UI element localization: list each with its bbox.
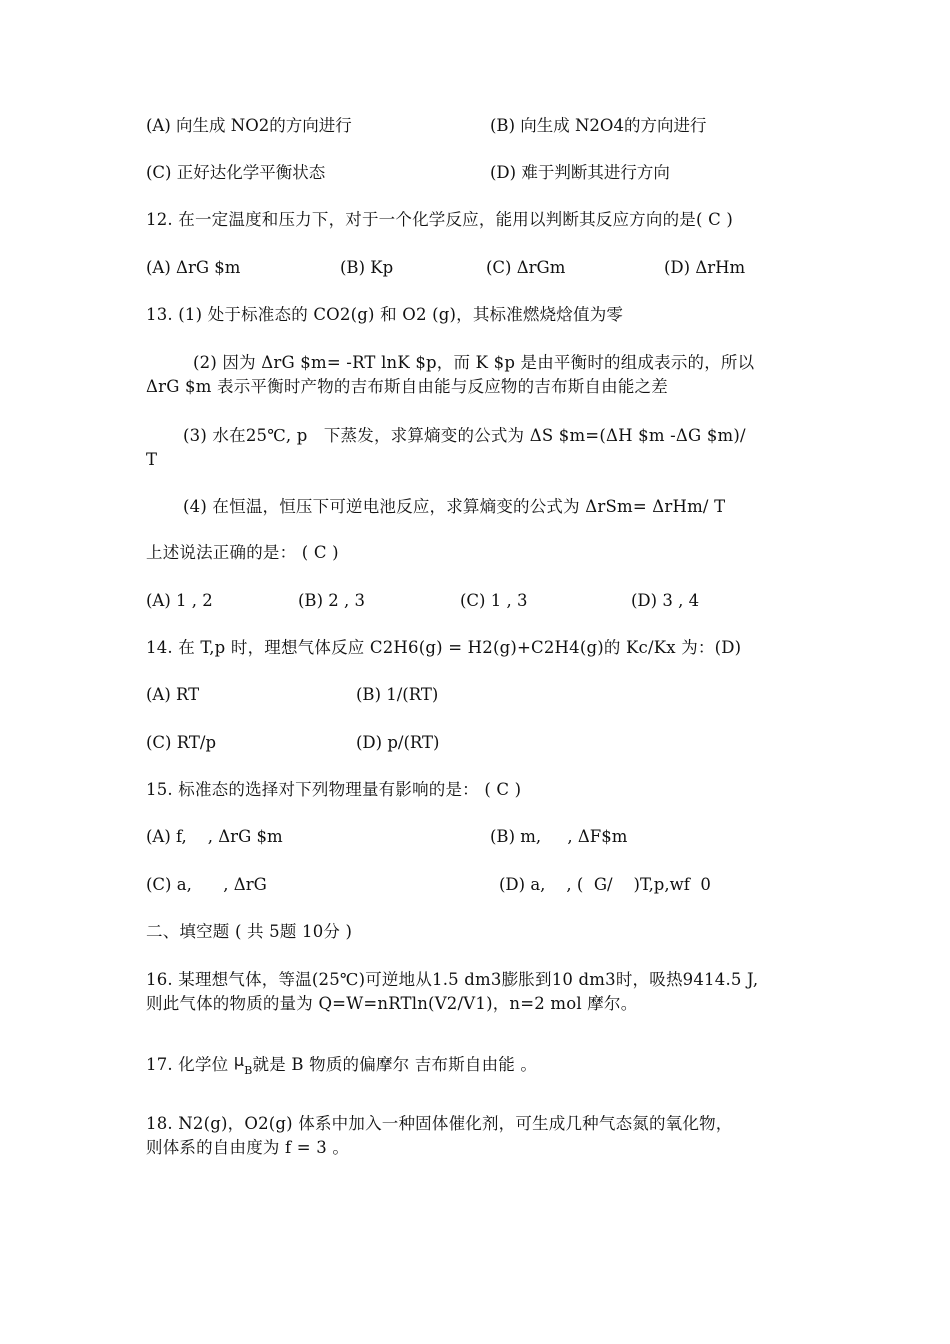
q14-option-c: (C) RT/p [146, 733, 217, 752]
q15-option-b: (B) m, , ΔF$m [490, 827, 628, 846]
q15-stem: 15. 标准态的选择对下列物理量有影响的是： ( C ) [146, 780, 522, 799]
mu-symbol: μ [233, 1051, 245, 1070]
q16-line-1: 16. 某理想气体，等温(25℃)可逆地从1.5 dm3膨胀到10 dm3时，吸热9414.5 J, [146, 970, 759, 989]
q13-option-b: (B) 2 , 3 [298, 591, 365, 610]
q13-statement-1: 13. (1) 处于标准态的 CO2(g) 和 O2 (g)，其标准燃烧焓值为零 [146, 305, 624, 324]
q11-option-b: (B) 向生成 N2O4的方向进行 [490, 116, 707, 135]
q11-option-d: (D) 难于判断其进行方向 [490, 163, 670, 182]
q13-option-c: (C) 1 , 3 [460, 591, 528, 610]
q17-line [146, 1051, 538, 1078]
q13-conclusion: 上述说法正确的是： ( C ) [146, 543, 339, 562]
q12-option-c: (C) ΔrGm [486, 258, 566, 277]
q17-suffix: 就是 B 物质的偏摩尔 吉布斯自由能 。 [252, 1055, 538, 1074]
q13-statement-2a: (2) 因为 ΔrG $m= -RT lnK $p，而 K $p 是由平衡时的组成表示的，所以 [193, 353, 755, 372]
q15-option-c: (C) a, , ΔrG [146, 875, 267, 894]
q14-option-d: (D) p/(RT) [356, 733, 440, 752]
mu-subscript: B [244, 1064, 253, 1077]
q11-option-a: (A) 向生成 NO2的方向进行 [146, 116, 352, 135]
q13-statement-3b: T [146, 450, 158, 469]
q15-option-a: (A) f, , ΔrG $m [146, 827, 283, 846]
q16-line-2: 则此气体的物质的量为 Q=W=nRTln(V2/V1)，n=2 mol 摩尔。 [146, 994, 638, 1013]
q15-option-d: (D) a, , ( G/ )T,p,wf 0 [499, 875, 711, 894]
q14-option-a: (A) RT [146, 685, 200, 704]
q13-statement-3a: (3) 水在25℃, p 下蒸发，求算熵变的公式为 ΔS $m=(ΔH $m -ΔG $m)/ [183, 426, 746, 445]
q18-line-1: 18. N2(g)，O2(g) 体系中加入一种固体催化剂，可生成几种气态氮的氧化物， [146, 1114, 733, 1133]
q13-option-d: (D) 3 , 4 [631, 591, 700, 610]
q13-statement-4: (4) 在恒温，恒压下可逆电池反应，求算熵变的公式为 ΔrSm= ΔrHm/ T [183, 497, 726, 516]
q12-option-d: (D) ΔrHm [664, 258, 746, 277]
q12-option-b: (B) Kp [340, 258, 394, 277]
q13-statement-2b: ΔrG $m 表示平衡时产物的吉布斯自由能与反应物的吉布斯自由能之差 [146, 377, 668, 396]
q17-prefix: 17. 化学位 [146, 1055, 234, 1074]
q12-option-a: (A) ΔrG $m [146, 258, 241, 277]
q18-line-2: 则体系的自由度为 f = 3 。 [146, 1138, 350, 1157]
q12-stem: 12. 在一定温度和压力下，对于一个化学反应，能用以判断其反应方向的是( C ) [146, 210, 733, 229]
q14-option-b: (B) 1/(RT) [356, 685, 439, 704]
q13-option-a: (A) 1 , 2 [146, 591, 213, 610]
q11-option-c: (C) 正好达化学平衡状态 [146, 163, 326, 182]
section-heading-fill-in: 二、填空题 ( 共 5题 10分 ) [146, 922, 353, 941]
q14-stem: 14. 在 T,p 时，理想气体反应 C2H6(g) = H2(g)+C2H4(g)的 Kc/Kx 为：(D) [146, 638, 742, 657]
